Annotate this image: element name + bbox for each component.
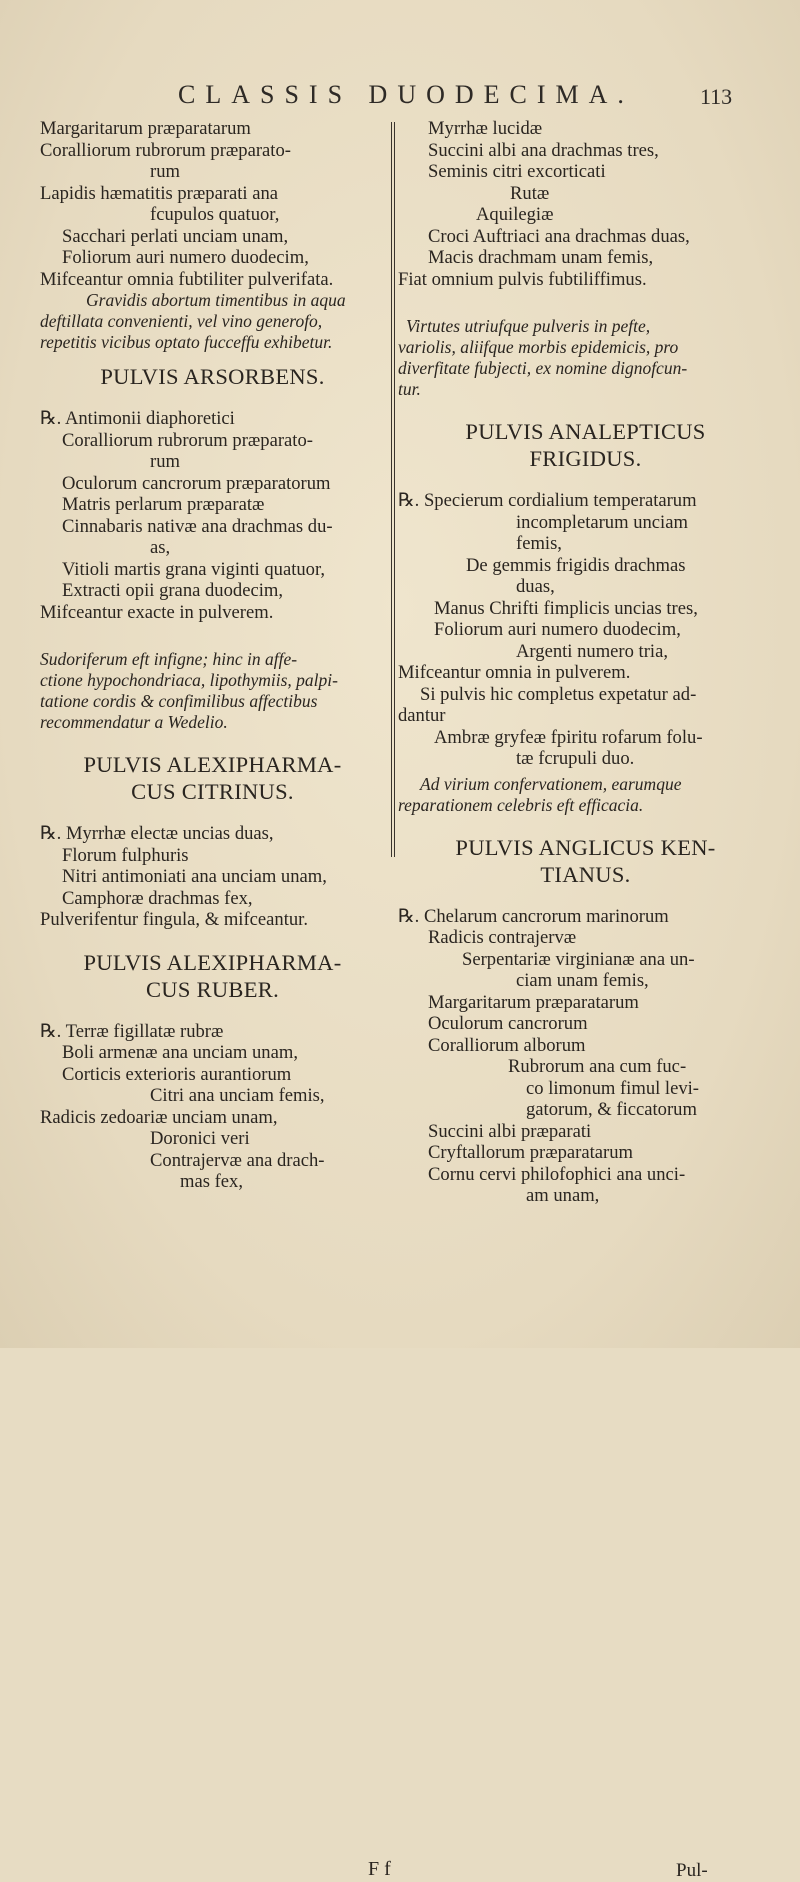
text-line: Radicis zedoariæ unciam unam,: [40, 1106, 278, 1128]
text-line: mas fex,: [180, 1171, 243, 1192]
section-heading: FRIGIDUS.: [529, 446, 642, 471]
text-line: fcupulos quatuor,: [150, 204, 280, 225]
text-line: gatorum, & ficcatorum: [526, 1099, 697, 1120]
left-column: [40, 118, 385, 1193]
text-line: Cornu cervi philofophici ana unci-: [428, 1163, 686, 1185]
text-line: Citri ana unciam femis,: [150, 1085, 325, 1106]
text-line: Coralliorum rubrorum præparato-: [40, 139, 291, 161]
column-rule: [391, 122, 392, 857]
text-line: Ambræ gryfeæ fpiritu rofarum folu-: [434, 726, 703, 748]
text-line: ℞. Chelarum cancrorum marinorum: [398, 905, 669, 927]
text-line: duas,: [516, 576, 555, 597]
note-line: repetitis vicibus optato fucceffu exhibetur.: [40, 332, 333, 352]
text-line: Radicis contrajervæ: [428, 927, 577, 948]
text-line: Matris perlarum præparatæ: [62, 494, 265, 515]
text-line: Margaritarum præparatarum: [428, 991, 639, 1013]
section-heading: CUS CITRINUS.: [131, 779, 294, 804]
section-heading: TIANUS.: [540, 861, 631, 887]
text-line: Cryftallorum præparatarum: [428, 1142, 633, 1163]
text-line: Succini albi ana drachmas tres,: [428, 139, 659, 161]
note-line: Virtutes utriufque pulveris in pefte,: [406, 316, 651, 336]
text-line: tæ fcrupuli duo.: [516, 748, 635, 769]
note-line: tatione cordis & confimilibus affectibus: [40, 691, 318, 711]
text-line: Succini albi præparati: [428, 1120, 592, 1142]
text-line: Rubrorum ana cum fuc-: [508, 1056, 687, 1077]
text-line: Seminis citri excorticati: [428, 161, 606, 182]
note-line: reparationem celebris eft efficacia.: [398, 794, 644, 815]
text-line: Serpentariæ virginianæ ana un-: [462, 948, 695, 970]
column-rule-double: [394, 122, 395, 857]
text-line: rum: [150, 161, 180, 182]
text-line: incompletarum unciam: [516, 511, 688, 533]
note-line: deftillata convenienti, vel vino generofo,: [40, 311, 323, 331]
text-line: Camphoræ drachmas fex,: [62, 887, 253, 909]
running-title: CLASSIS DUODECIMA.: [178, 80, 634, 109]
note-line: Sudoriferum eft infigne; hinc in affe-: [40, 649, 298, 669]
text-line: ℞. Terræ figillatæ rubræ: [40, 1020, 224, 1042]
page-number: 113: [700, 84, 733, 109]
text-line: Lapidis hæmatitis præparati ana: [40, 182, 279, 204]
text-line: Croci Auftriaci ana drachmas duas,: [428, 225, 690, 247]
text-line: Manus Chrifti fimplicis uncias tres,: [434, 597, 698, 619]
catchword: Pul-: [676, 1860, 708, 1881]
note-line: Ad virium confervationem, earumque: [420, 773, 682, 794]
note-line: variolis, aliifque morbis epidemicis, pro: [398, 337, 679, 357]
text-line: Mifceantur omnia fubtiliter pulverifata.: [40, 268, 334, 290]
text-line: femis,: [516, 533, 562, 554]
text-line: ℞. Antimonii diaphoretici: [40, 408, 235, 429]
text-line: Foliorum auri numero duodecim,: [62, 247, 309, 268]
text-line: Contrajervæ ana drach-: [150, 1149, 325, 1171]
note-line: diverfitate fubjecti, ex nomine dignofcun-: [398, 358, 688, 378]
page-header: [0, 80, 800, 114]
text-line: rum: [150, 451, 180, 472]
section-heading: PULVIS ALEXIPHARMA-: [83, 752, 342, 777]
text-line: Foliorum auri numero duodecim,: [434, 619, 681, 640]
text-line: Corticis exterioris aurantiorum: [62, 1063, 292, 1085]
note-line: ctione hypochondriaca, lipothymiis, palpi-: [40, 670, 338, 690]
text-line: Oculorum cancrorum: [428, 1013, 588, 1034]
section-heading: PULVIS ARSORBENS.: [100, 364, 325, 389]
text-line: Rutæ: [510, 182, 550, 204]
text-line: Si pulvis hic completus expetatur ad-: [420, 683, 697, 705]
text-line: Doronici veri: [150, 1128, 250, 1149]
text-line: Extracti opii grana duodecim,: [62, 580, 283, 601]
signature-mark: F f: [368, 1858, 391, 1880]
text-line: ℞. Specierum cordialium temperatarum: [398, 490, 697, 511]
text-line: Sacchari perlati unciam unam,: [62, 225, 289, 247]
text-line: Nitri antimoniati ana unciam unam,: [62, 866, 327, 887]
section-heading: PULVIS ANGLICUS KEN-: [455, 834, 716, 860]
text-line: Argenti numero tria,: [516, 640, 668, 662]
text-line: am unam,: [526, 1185, 600, 1206]
text-line: as,: [150, 537, 171, 558]
section-heading: CUS RUBER.: [145, 976, 280, 1002]
text-line: Fiat omnium pulvis fubtiliffimus.: [398, 268, 647, 290]
text-line: Margaritarum præparatarum: [40, 118, 251, 139]
text-line: Oculorum cancrorum præparatorum: [62, 472, 331, 494]
text-line: De gemmis frigidis drachmas: [466, 554, 686, 576]
text-line: Aquilegiæ: [476, 204, 554, 225]
text-line: Coralliorum alborum: [428, 1034, 586, 1056]
text-line: Boli armenæ ana unciam unam,: [62, 1042, 298, 1063]
section-heading: PULVIS ALEXIPHARMA-: [83, 949, 342, 975]
section-heading: PULVIS ANALEPTICUS: [465, 419, 706, 444]
text-line: Vitioli martis grana viginti quatuor,: [62, 558, 326, 580]
text-line: Mifceantur omnia in pulverem.: [398, 662, 631, 683]
text-line: Macis drachmam unam femis,: [428, 247, 654, 268]
text-line: dantur: [398, 705, 446, 726]
text-line: Pulverifentur fingula, & mifceantur.: [40, 909, 308, 930]
text-line: ℞. Myrrhæ electæ uncias duas,: [40, 823, 274, 844]
right-column: [398, 118, 773, 1207]
note-line: Gravidis abortum timentibus in aqua: [86, 290, 346, 310]
text-line: Florum fulphuris: [62, 844, 189, 866]
text-line: Coralliorum rubrorum præparato-: [62, 429, 313, 451]
note-line: recommendatur a Wedelio.: [40, 712, 228, 732]
text-line: Cinnabaris nativæ ana drachmas du-: [62, 515, 333, 537]
text-line: Mifceantur exacte in pulverem.: [40, 601, 274, 623]
text-line: ciam unam femis,: [516, 970, 649, 991]
text-line: Myrrhæ lucidæ: [428, 118, 543, 139]
text-line: co limonum fimul levi-: [526, 1077, 699, 1099]
note-line: tur.: [398, 379, 421, 399]
